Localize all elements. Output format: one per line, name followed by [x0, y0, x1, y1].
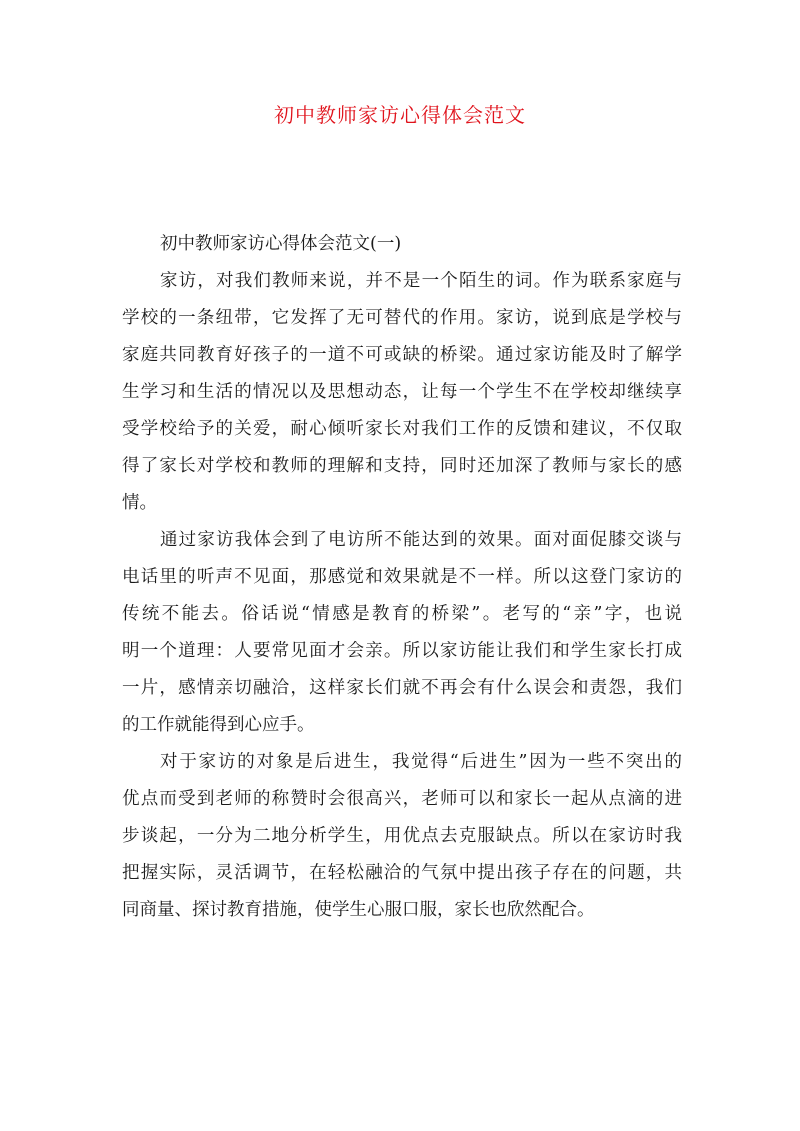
paragraph-line: 家庭共同教育好孩子的一道不可或缺的桥梁。通过家访能及时了解学: [122, 345, 682, 365]
paragraph-line: 得了家长对学校和教师的理解和支持，同时还加深了教师与家长的感: [122, 456, 682, 476]
paragraph-line: 同商量、探讨教育措施，使学生心服口服，家长也欣然配合。: [122, 900, 595, 920]
paragraph-line: 情。: [122, 493, 157, 513]
paragraph-line: 优点而受到老师的称赞时会很高兴，老师可以和家长一起从点滴的进: [122, 789, 682, 809]
paragraph-2: [122, 522, 682, 744]
paragraph-line: 传统不能去。俗话说“情感是教育的桥梁”。老写的“亲”字，也说: [122, 604, 682, 624]
document-title: 初中教师家访心得体会范文: [274, 103, 526, 127]
paragraph-line: 的工作就能得到心应手。: [122, 715, 315, 735]
document-body: [122, 226, 682, 929]
paragraph-line: 生学习和生活的情况以及思想动态，让每一个学生不在学校却继续享: [122, 382, 682, 402]
paragraph-line: 步谈起，一分为二地分析学生，用优点去克服缺点。所以在家访时我: [122, 826, 682, 846]
paragraph-line: 把握实际，灵活调节，在轻松融洽的气氛中提出孩子存在的问题，共: [122, 863, 682, 883]
paragraph-line: 家访，对我们教师来说，并不是一个陌生的词。作为联系家庭与: [160, 271, 682, 291]
paragraph-3: [122, 744, 682, 929]
paragraph-line: 电话里的听声不见面，那感觉和效果就是不一样。所以这登门家访的: [122, 567, 682, 587]
paragraph-line: 对于家访的对象是后进生，我觉得“后进生”因为一些不突出的: [160, 752, 682, 772]
paragraph-line: 受学校给予的关爱，耐心倾听家长对我们工作的反馈和建议，不仅取: [122, 419, 682, 439]
paragraph-line: 通过家访我体会到了电访所不能达到的效果。面对面促膝交谈与: [160, 530, 682, 550]
section-heading: 初中教师家访心得体会范文(一): [160, 234, 402, 254]
paragraph-1: [122, 263, 682, 522]
paragraph-line: 明一个道理：人要常见面才会亲。所以家访能让我们和学生家长打成: [122, 641, 682, 661]
paragraph-line: 一片，感情亲切融洽，这样家长们就不再会有什么误会和责怨，我们: [122, 678, 682, 698]
paragraph-line: 学校的一条纽带，它发挥了无可替代的作用。家访，说到底是学校与: [122, 308, 682, 328]
